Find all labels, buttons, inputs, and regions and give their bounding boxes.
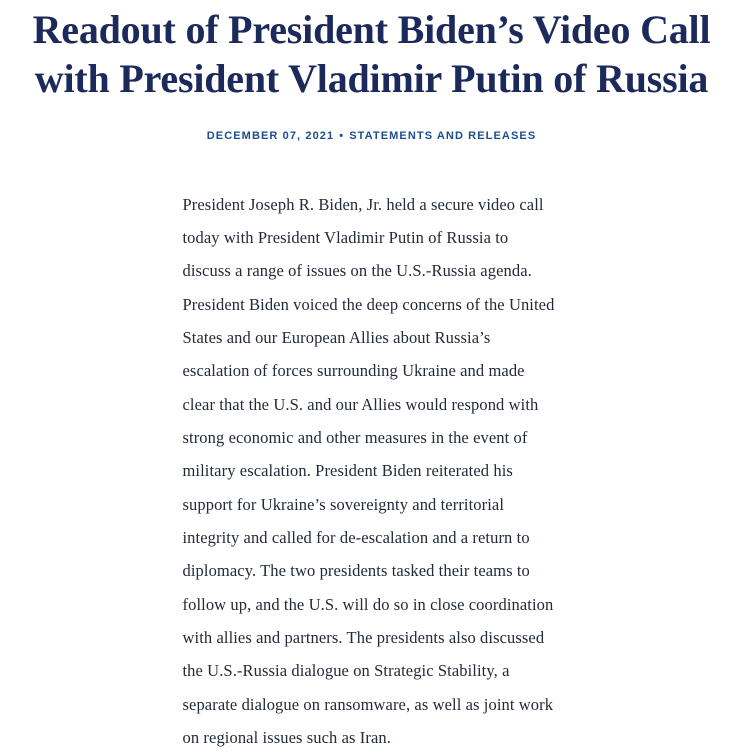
article-meta (0, 130, 743, 142)
category-link[interactable]: STATEMENTS AND RELEASES (349, 129, 537, 142)
body-paragraph: President Joseph R. Biden, Jr. held a secure video call today with President Vladimir Putin of Russia to discuss a range of issues on the U.S.-Russia agenda. President Biden voiced the deep concerns of the United States and our European Allies about Russia’s escalation of forces surrounding Ukraine and made clear that the U.S. and our Allies would respond with strong economic and other measures in the event of military escalation. President Biden reiterated his support for Ukraine’s sovereignty and territorial integrity and called for de-escalation and a return to diplomacy. The two presidents tasked their teams to follow up, and the U.S. will do so in close coordination with allies and partners. The presidents also discussed the U.S.-Russia dialogue on Strategic Stability, a separate dialogue on ransomware, as well as joint work on regional issues such as Iran. (182, 194, 555, 747)
meta-separator: • (339, 129, 345, 142)
article-body (183, 188, 561, 754)
publish-date: DECEMBER 07, 2021 (206, 129, 335, 142)
page-title: Readout of President Biden’s Video Call with President Vladimir Putin of Russia (32, 7, 711, 101)
